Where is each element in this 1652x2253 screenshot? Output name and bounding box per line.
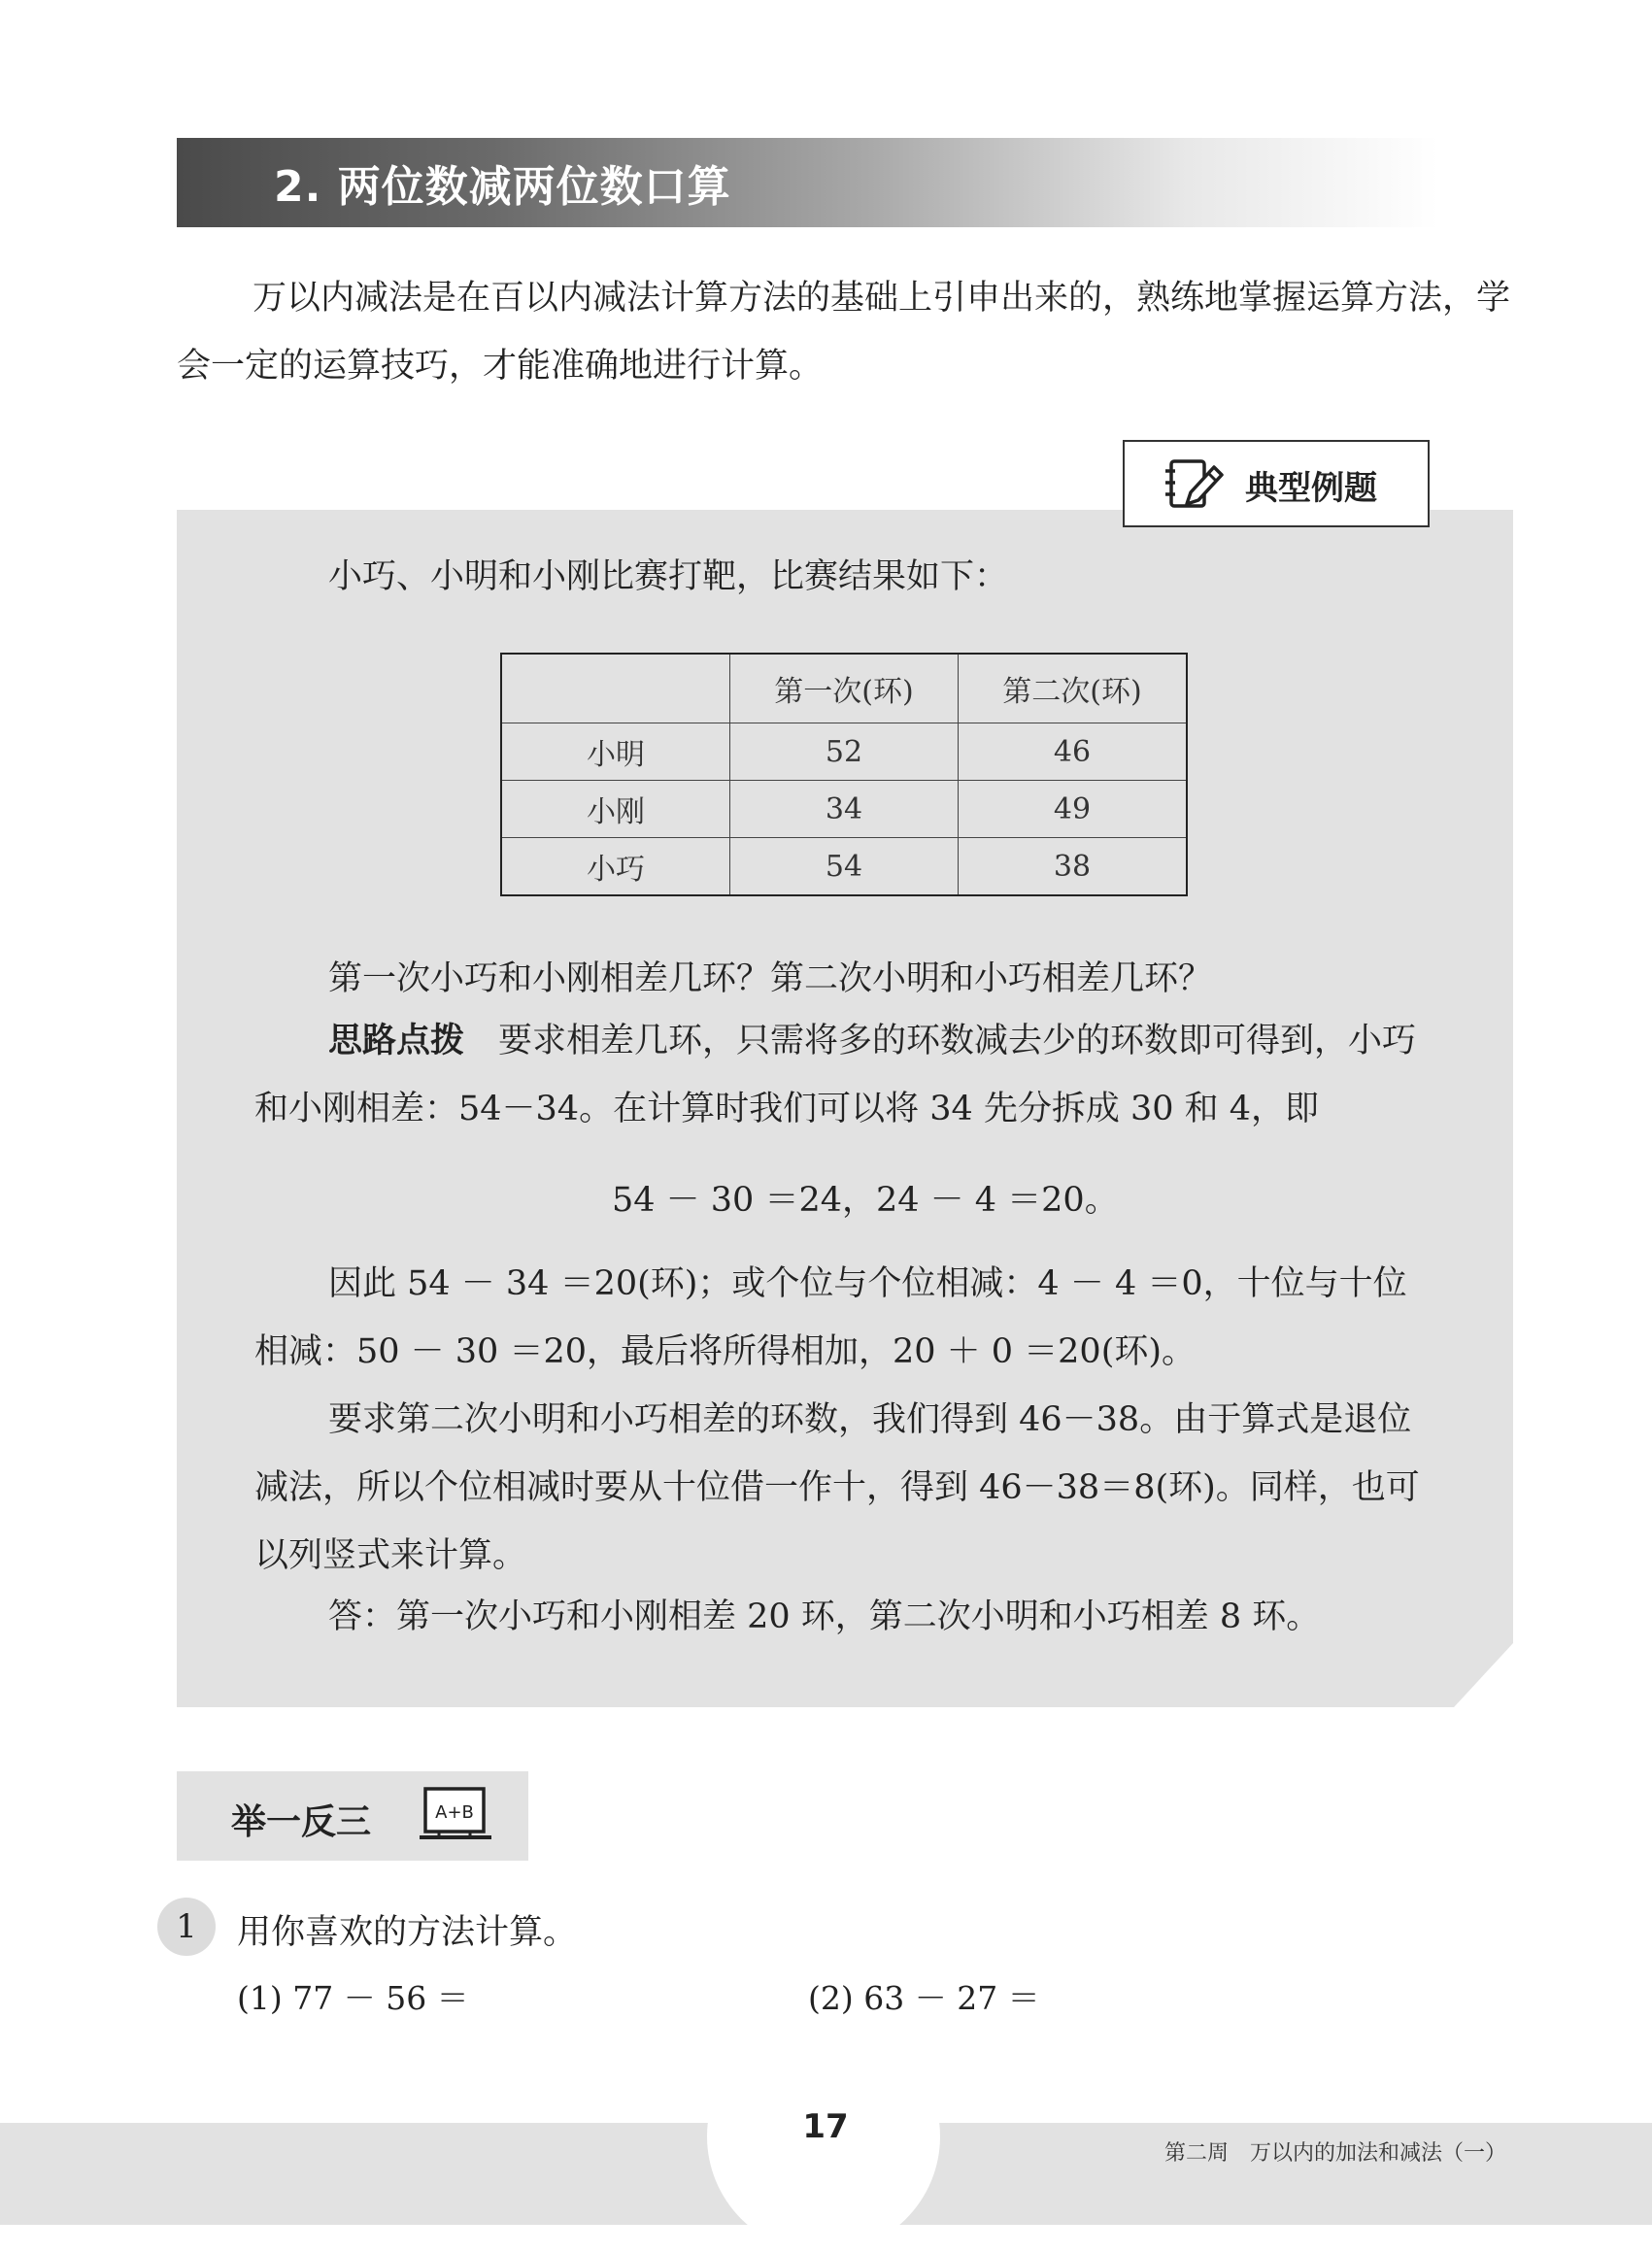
section-header: [177, 138, 1439, 227]
practice-header: [177, 1771, 528, 1861]
example-badge: [1123, 440, 1430, 527]
intro-paragraph: 万以内减法是在百以内减法计算方法的基础上引申出来的，熟练地掌握运算方法，学会一定的运算技巧，才能准确地进行计算。: [177, 279, 1511, 386]
table-header-cell: 第二次(环): [959, 654, 1188, 723]
pencil-notebook-icon: [1163, 455, 1224, 514]
explanation-paragraph: 因此 54 － 34 ＝20(环)；或个位与个位相减：4 － 4 ＝0，十位与十位相减：50 － 30 ＝20，最后将所得相加，20 ＋ 0 ＝20(环)。: [254, 1264, 1407, 1371]
hint-paragraph: [254, 1007, 1439, 1143]
table-cell: 34: [730, 781, 959, 838]
chapter-title: 第二周 万以内的加法和减法（一）: [1163, 2141, 1506, 2166]
section-title: 2. 两位数减两位数口算: [274, 162, 731, 212]
table-row: [501, 781, 1187, 838]
table-cell: 38: [959, 838, 1188, 896]
explanation-paragraph-2: 要求第二次小明和小巧相差的环数，我们得到 46－38。由于算式是退位减法，所以个位相减时要从十位借一作十，得到 46－38＝8(环)。同样，也可以列竖式来计算。: [254, 1400, 1420, 1575]
exercise-item-1: (1) 77 － 56 ＝: [237, 1979, 469, 2017]
example-question: 第一次小巧和小刚相差几环？第二次小明和小巧相差几环？: [328, 959, 1213, 998]
problem-statement: 小巧、小明和小刚比赛打靶，比赛结果如下：: [328, 557, 1009, 596]
page-number: 17: [802, 2107, 849, 2146]
exercise-item-2: (2) 63 － 27 ＝: [808, 1979, 1040, 2017]
equation: 54 － 30 ＝24，24 － 4 ＝20。: [612, 1181, 1119, 1220]
table-cell: 小巧: [501, 838, 730, 896]
score-table: [500, 653, 1188, 896]
table-cell: 52: [730, 723, 959, 781]
table-cell: 小明: [501, 723, 730, 781]
blackboard-text: A+B: [435, 1802, 474, 1823]
badge-label: 典型例题: [1245, 469, 1377, 508]
blackboard-icon: [420, 1785, 491, 1845]
table-row: [501, 723, 1187, 781]
table-header-cell: [501, 654, 730, 723]
hint-label: 思路点拨: [328, 1022, 465, 1060]
table-cell: 小刚: [501, 781, 730, 838]
question-text: 用你喜欢的方法计算。: [237, 1913, 578, 1952]
table-row: [501, 838, 1187, 896]
table-header-cell: 第一次(环): [730, 654, 959, 723]
question-number: 1: [157, 1898, 216, 1956]
answer: 答：第一次小巧和小刚相差 20 环，第二次小明和小巧相差 8 环。: [328, 1597, 1321, 1636]
hint-text: 要求相差几环，只需将多的环数减去少的环数即可得到，小巧和小刚相差：54－34。在计算时我们可以将 34 先分拆成 30 和 4，即: [254, 1022, 1417, 1128]
practice-label: 举一反三: [231, 1802, 372, 1842]
table-cell: 54: [730, 838, 959, 896]
table-header-row: [501, 654, 1187, 723]
table-cell: 46: [959, 723, 1188, 781]
table-cell: 49: [959, 781, 1188, 838]
